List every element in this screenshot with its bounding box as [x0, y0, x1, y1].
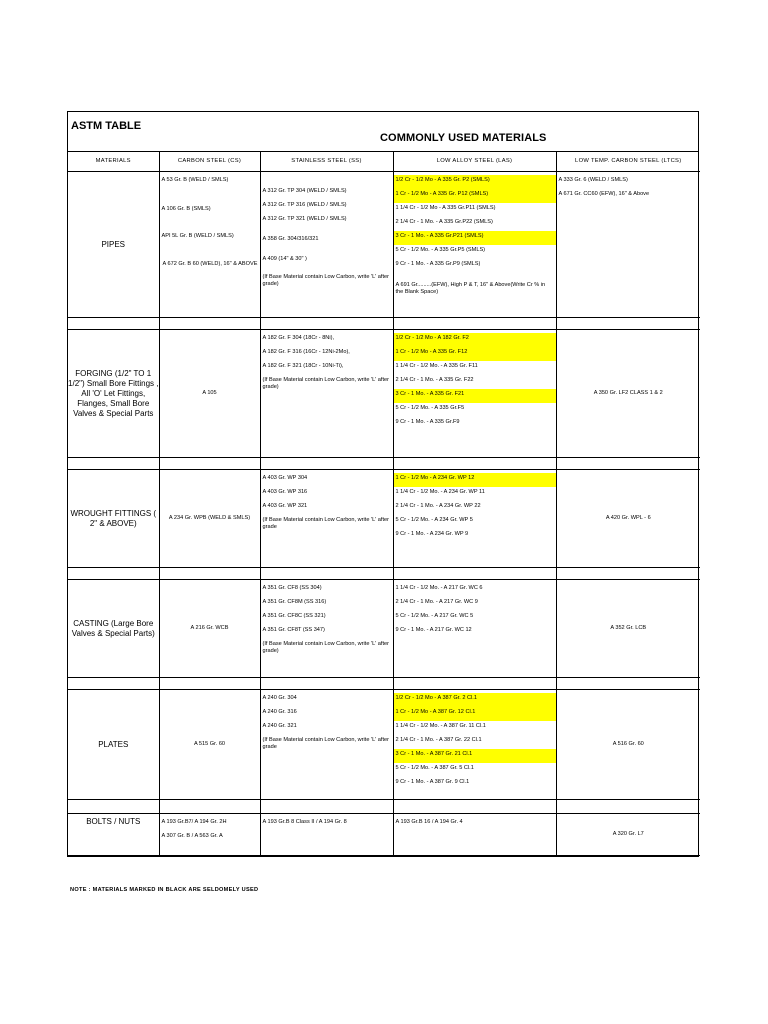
list-item: 1/2 Cr - 1/2 Mo - A 387 Gr. 2 Cl.1 — [394, 693, 556, 707]
list-item: 1 Cr - 1/2 Mo - A 234 Gr. WP 12 — [394, 473, 556, 487]
list-item: 1 1/4 Cr - 1/2 Mo. - A 387 Gr. 11 Cl.1 — [395, 723, 486, 729]
astm-table-sheet — [67, 111, 699, 857]
list-item: A 351 Gr. CF8 (SS 304) — [262, 585, 322, 591]
row-pipes — [68, 172, 700, 318]
list-item: A 333 Gr. 6 (WELD / SMLS) — [558, 177, 628, 183]
list-item: (If Base Material contain Low Carbon, write 'L' after grade — [262, 737, 389, 750]
wrought-cs-cell: A 234 Gr. WPB (WELD & SMLS) — [159, 470, 260, 568]
casting-ltcs-cell: A 352 Gr. LCB — [556, 580, 700, 678]
list-item: 2 1/4 Cr - 1 Mo. - A 335 Gr. F22 — [395, 377, 474, 383]
forging-ltcs-cell: A 350 Gr. LF2 CLASS 1 & 2 — [556, 330, 700, 458]
list-item: 5 Cr - 1/2 Mo. - A 217 Gr. WC 5 — [395, 613, 474, 619]
material-name-plates: PLATES — [68, 690, 159, 800]
list-item: 1 Cr - 1/2 Mo - A 335 Gr. P12 (SMLS) — [394, 189, 556, 203]
list-item: 3 Cr - 1 Mo. - A 335 Gr.P21 (SMLS) — [394, 231, 556, 245]
list-item: A 182 Gr. F 304 (18Cr - 8Ni), — [262, 335, 335, 341]
list-item: 1 1/4 Cr - 1/2 Mo. - A 234 Gr. WP 11 — [395, 489, 485, 495]
list-item: A 193 Gr.B7/ A 194 Gr. 2H — [161, 819, 227, 825]
list-item: A 182 Gr. F 316 (16Cr - 12Ni-2Mo), — [262, 349, 350, 355]
list-item: A 351 Gr. CF8T (SS 347) — [262, 627, 325, 633]
list-item: A 193 Gr.B 16 / A 194 Gr. 4 — [395, 819, 463, 825]
list-item: 1 Cr - 1/2 Mo - A 387 Gr. 12 Cl.1 — [394, 707, 556, 721]
list-item: A 106 Gr. B (SMLS) — [161, 206, 211, 212]
spacer-row — [68, 568, 700, 580]
list-item: 1 1/4 Cr - 1/2 Mo. - A 335 Gr. F11 — [395, 363, 478, 369]
list-item: 5 Cr - 1/2 Mo. - A 234 Gr. WP 5 — [395, 517, 473, 523]
material-name-forging: FORGING (1/2" TO 1 1/2") Small Bore Fittings , All 'O' Let Fittings, Flanges, Small Bore Valves & Special Parts — [68, 330, 159, 458]
list-item: A 403 Gr. WP 304 — [262, 475, 308, 481]
list-item: 9 Cr - 1 Mo. - A 217 Gr. WC 12 — [395, 627, 472, 633]
material-name-casting: CASTING (Large Bore Valves & Special Parts) — [68, 580, 159, 678]
list-item: 5 Cr - 1/2 Mo. - A 335 Gr.F5 — [395, 405, 465, 411]
list-item: A 53 Gr. B (WELD / SMLS) — [161, 177, 229, 183]
list-item: 1 1/4 Cr - 1/2 Mo - A 335 Gr.P11 (SMLS) — [395, 205, 496, 211]
list-item: 9 Cr - 1 Mo. - A 234 Gr. WP 9 — [395, 531, 469, 537]
list-item: 9 Cr - 1 Mo. - A 335 Gr.P9 (SMLS) — [395, 261, 481, 267]
list-item: A 312 Gr. TP 321 (WELD / SMLS) — [262, 216, 347, 222]
pipes-las-cell — [393, 172, 556, 318]
header-materials: MATERIALS — [68, 152, 159, 172]
list-item: A 312 Gr. TP 304 (WELD / SMLS) — [262, 188, 347, 194]
row-plates — [68, 690, 700, 800]
list-item: 1/2 Cr - 1/2 Mo - A 335 Gr. P2 (SMLS) — [394, 175, 556, 189]
list-item: A 240 Gr. 304 — [262, 695, 297, 701]
wrought-las-cell — [393, 470, 556, 568]
list-item: A 351 Gr. CF8M (SS 316) — [262, 599, 327, 605]
spacer-row — [68, 678, 700, 690]
bolts-las-cell — [393, 814, 556, 856]
list-item: A 312 Gr. TP 316 (WELD / SMLS) — [262, 202, 347, 208]
list-item: (If Base Material contain Low Carbon, write 'L' after grade) — [262, 641, 389, 654]
plates-ss-cell — [260, 690, 393, 800]
list-item: A 403 Gr. WP 316 — [262, 489, 308, 495]
list-item: API 5L Gr. B (WELD / SMLS) — [161, 233, 234, 239]
material-name-bolts-nuts: BOLTS / NUTS — [68, 814, 159, 856]
title-row — [68, 112, 698, 152]
list-item: (If Base Material contain Low Carbon, write 'L' after grade) — [262, 377, 389, 390]
spacer-row — [68, 318, 700, 330]
forging-ss-cell — [260, 330, 393, 458]
pipes-ltcs-cell — [556, 172, 700, 318]
list-item: A 403 Gr. WP 321 — [262, 503, 308, 509]
row-casting — [68, 580, 700, 678]
wrought-ltcs-cell: A 420 Gr. WPL - 6 — [556, 470, 700, 568]
footer-note: NOTE : MATERIALS MARKED IN BLACK ARE SELDOMELY USED — [70, 887, 259, 893]
row-bolts-nuts — [68, 814, 700, 856]
materials-table — [68, 152, 700, 856]
list-item: A 358 Gr. 304/316/321 — [262, 236, 319, 242]
list-item: 1 Cr - 1/2 Mo - A 335 Gr. F12 — [394, 347, 556, 361]
list-item: A 240 Gr. 321 — [262, 723, 297, 729]
casting-ss-cell — [260, 580, 393, 678]
forging-cs-cell: A 105 — [159, 330, 260, 458]
list-item: A 351 Gr. CF8C (SS 321) — [262, 613, 326, 619]
list-item: A 307 Gr. B / A 563 Gr. A — [161, 833, 223, 839]
list-item: 9 Cr - 1 Mo. - A 335 Gr.F9 — [395, 419, 460, 425]
row-wrought-fittings — [68, 470, 700, 568]
list-item: 2 1/4 Cr - 1 Mo. - A 335 Gr.P22 (SMLS) — [395, 219, 493, 225]
plates-las-cell — [393, 690, 556, 800]
header-low-alloy-steel: LOW ALLOY STEEL (LAS) — [393, 152, 556, 172]
spacer-row — [68, 458, 700, 470]
material-name-pipes: PIPES — [68, 172, 159, 318]
plates-ltcs-cell: A 516 Gr. 60 — [556, 690, 700, 800]
forging-las-cell — [393, 330, 556, 458]
list-item: (If Base Material contain Low Carbon, write 'L' after grade) — [262, 274, 389, 287]
header-row — [68, 152, 700, 172]
list-item: 2 1/4 Cr - 1 Mo. - A 234 Gr. WP 22 — [395, 503, 481, 509]
list-item: A 409 (14" & 30" ) — [262, 256, 307, 262]
bolts-ltcs-cell: A 320 Gr. L7 — [556, 814, 700, 856]
list-item: 2 1/4 Cr - 1 Mo. - A 387 Gr. 22 Cl.1 — [395, 737, 482, 743]
list-item: A 671 Gr. CC60 (EFW), 16" & Above — [558, 191, 650, 197]
list-item: A 672 Gr. B 60 (WELD), 16" & ABOVE — [162, 261, 258, 267]
spacer-row — [68, 800, 700, 814]
header-low-temp-carbon-steel: LOW TEMP. CARBON STEEL (LTCS) — [556, 152, 700, 172]
list-item: 3 Cr - 1 Mo. - A 387 Gr. 21 Cl.1 — [394, 749, 556, 763]
list-item: A 240 Gr. 316 — [262, 709, 297, 715]
pipes-ss-cell — [260, 172, 393, 318]
header-carbon-steel: CARBON STEEL (CS) — [159, 152, 260, 172]
list-item: 9 Cr - 1 Mo. - A 387 Gr. 9 Cl.1 — [395, 779, 470, 785]
list-item: A 691 Gr.........(EFW), High P & T, 16" & Above(Write Cr % in the Blank Space) — [395, 282, 546, 295]
wrought-ss-cell — [260, 470, 393, 568]
bolts-ss-cell — [260, 814, 393, 856]
header-stainless-steel: STAINLESS STEEL (SS) — [260, 152, 393, 172]
list-item: 3 Cr - 1 Mo. - A 335 Gr. F21 — [394, 389, 556, 403]
pipes-cs-cell — [159, 172, 260, 318]
list-item: 1/2 Cr - 1/2 Mo - A 182 Gr. F2 — [394, 333, 556, 347]
row-forging — [68, 330, 700, 458]
casting-cs-cell: A 216 Gr. WCB — [159, 580, 260, 678]
material-name-wrought-fittings: WROUGHT FITTINGS ( 2" & ABOVE) — [68, 470, 159, 568]
sheet-title: ASTM TABLE — [71, 120, 142, 132]
sheet-subtitle: COMMONLY USED MATERIALS — [380, 132, 547, 144]
list-item: 1 1/4 Cr - 1/2 Mo. - A 217 Gr. WC 6 — [395, 585, 483, 591]
list-item: 2 1/4 Cr - 1 Mo. - A 217 Gr. WC 9 — [395, 599, 478, 605]
plates-cs-cell: A 515 Gr. 60 — [159, 690, 260, 800]
bolts-cs-cell — [159, 814, 260, 856]
list-item: 5 Cr - 1/2 Mo. - A 335 Gr.P5 (SMLS) — [395, 247, 486, 253]
list-item: (If Base Material contain Low Carbon, write 'L' after grade — [262, 517, 389, 530]
casting-las-cell — [393, 580, 556, 678]
list-item: A 182 Gr. F 321 (18Cr - 10Ni-Ti), — [262, 363, 344, 369]
list-item: 5 Cr - 1/2 Mo. - A 387 Gr. 5 Cl.1 — [395, 765, 474, 771]
list-item: A 193 Gr.B 8 Class II / A 194 Gr. 8 — [262, 819, 347, 825]
